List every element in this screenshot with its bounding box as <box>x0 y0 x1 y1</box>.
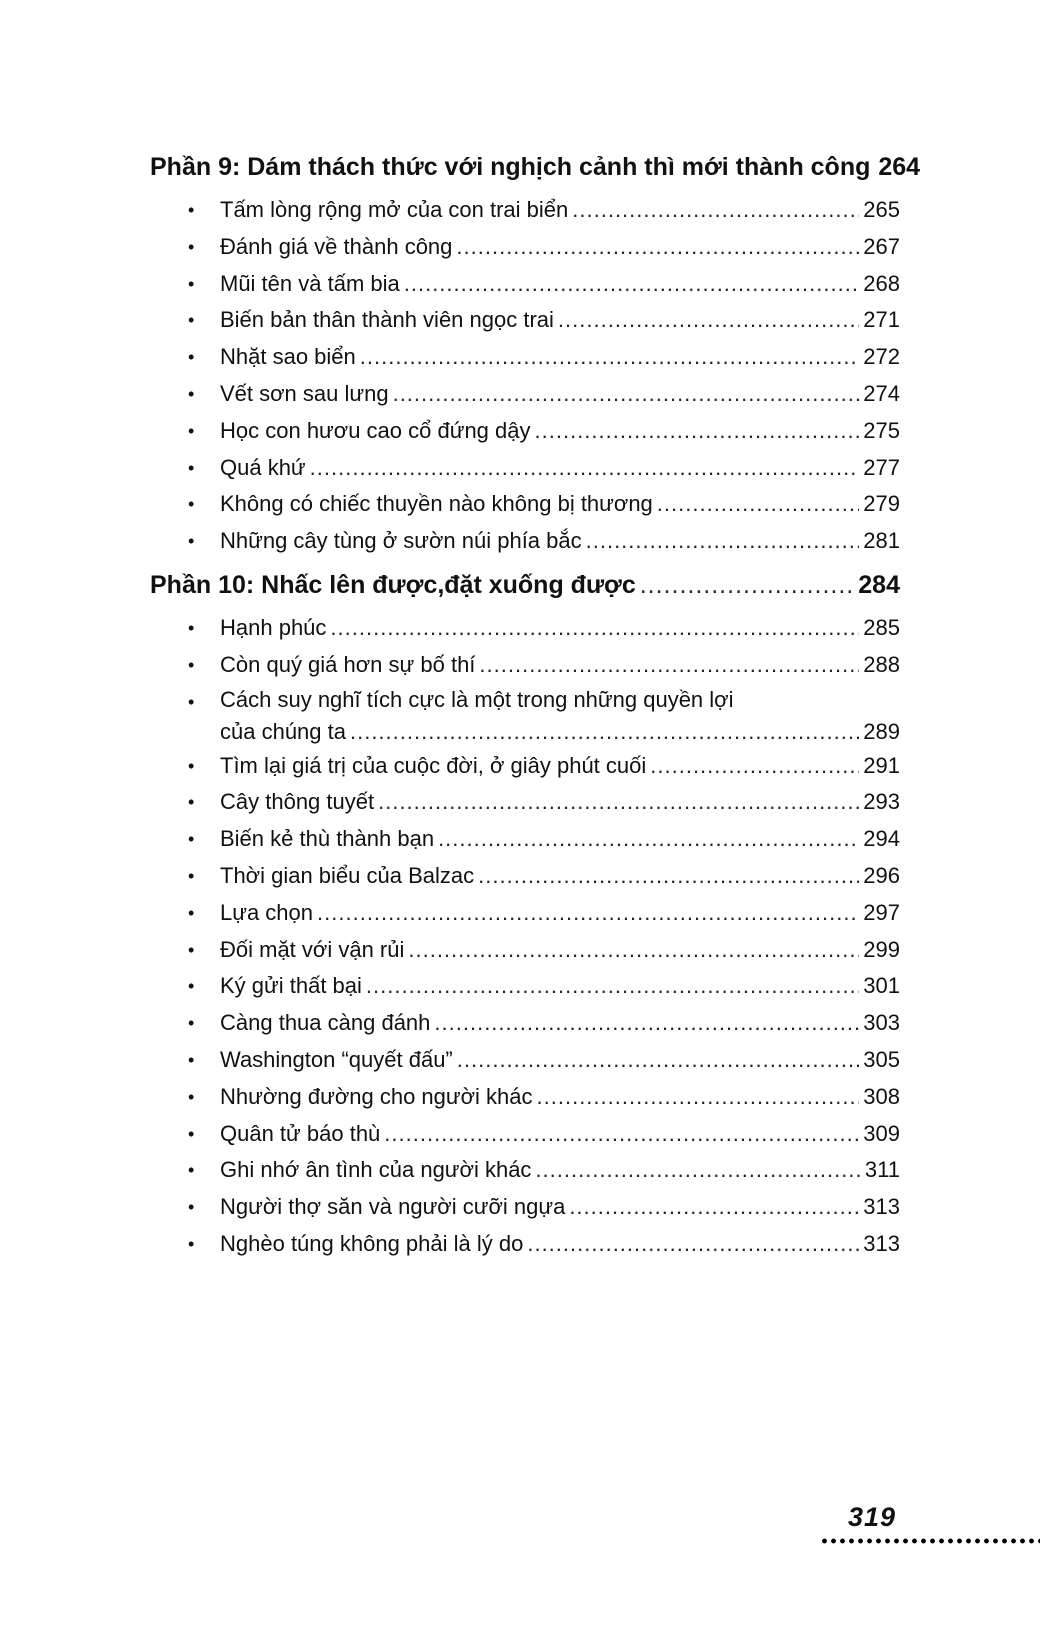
entry-title: Quá khứ <box>220 454 306 480</box>
entry-page: 291 <box>863 752 900 778</box>
entry-page: 296 <box>863 862 900 888</box>
entry-page: 267 <box>863 233 900 259</box>
list-item <box>150 858 900 895</box>
bullet-icon: • <box>188 457 195 478</box>
list-item <box>150 748 900 785</box>
dot-leader <box>434 1005 859 1042</box>
entry-title: Vết sơn sau lưng <box>220 380 389 406</box>
entry-page: 313 <box>863 1194 900 1220</box>
bullet-icon: • <box>188 792 195 813</box>
entry-page: 309 <box>863 1120 900 1146</box>
toc-section-9 <box>150 152 921 560</box>
section-heading <box>150 570 900 600</box>
list-item <box>150 647 900 684</box>
entry-title: Những cây tùng ở sườn núi phía bắc <box>220 528 582 554</box>
list-item <box>150 610 900 647</box>
list-item <box>150 266 900 303</box>
entry-title: Biến kẻ thù thành bạn <box>220 826 435 852</box>
bullet-icon: • <box>188 494 195 515</box>
list-item <box>150 821 900 858</box>
entry-page: 299 <box>863 936 900 962</box>
bullet-icon: • <box>188 347 195 368</box>
dot-leader <box>479 647 859 684</box>
bullet-icon: • <box>188 273 195 294</box>
list-item <box>150 192 900 229</box>
entry-page: 277 <box>863 454 900 480</box>
entry-title: Càng thua càng đánh <box>220 1010 431 1036</box>
dot-leader <box>317 895 859 932</box>
entry-page: 293 <box>863 789 900 815</box>
bullet-icon: • <box>188 1086 195 1107</box>
bullet-icon: • <box>188 654 195 675</box>
entry-page: 271 <box>863 307 900 333</box>
entry-title: Đánh giá về thành công <box>220 233 453 259</box>
list-item <box>150 413 900 450</box>
bullet-icon: • <box>188 200 195 220</box>
entry-title: Lựa chọn <box>220 899 314 925</box>
entry-title: Ký gửi thất bại <box>220 973 362 999</box>
entry-page: 272 <box>863 344 900 370</box>
list-item <box>150 1042 900 1079</box>
entry-list <box>150 192 900 560</box>
list-item <box>150 1116 900 1153</box>
dot-leader <box>408 932 859 969</box>
section-page: 284 <box>858 570 900 599</box>
entry-title: Nghèo túng không phải là lý do <box>220 1230 524 1256</box>
list-item <box>150 450 900 487</box>
entry-title: Nhường đường cho người khác <box>220 1083 533 1109</box>
list-item <box>150 523 900 560</box>
bullet-icon: • <box>188 902 195 923</box>
section-title: Phần 10: Nhấc lên được,đặt xuống được <box>150 570 636 599</box>
bullet-icon: • <box>188 865 195 886</box>
dot-leader <box>384 1116 859 1153</box>
dot-leader <box>393 376 860 413</box>
list-item <box>150 932 900 969</box>
entry-title: Washington “quyết đấu” <box>220 1046 453 1072</box>
bullet-icon: • <box>188 691 195 712</box>
section-heading <box>150 152 921 182</box>
dot-leader <box>572 192 859 229</box>
dot-leader <box>378 784 859 821</box>
list-item <box>150 1189 900 1226</box>
entry-page: 285 <box>863 614 900 640</box>
entry-title: Cây thông tuyết <box>220 789 375 815</box>
dot-leader <box>366 968 859 1005</box>
entry-title: Học con hươu cao cổ đứng dậy <box>220 417 531 443</box>
dot-leader <box>330 610 859 647</box>
entry-title: Không có chiếc thuyền nào không bị thương <box>220 491 653 517</box>
dot-leader <box>310 450 860 487</box>
list-item <box>150 895 900 932</box>
dot-leader <box>457 1042 860 1079</box>
toc-section-10 <box>150 570 900 1263</box>
bullet-icon: • <box>188 617 195 638</box>
bullet-icon: • <box>188 829 195 850</box>
entry-title: Đối mặt với vận rủi <box>220 936 405 962</box>
entry-page: 305 <box>863 1046 900 1072</box>
bullet-icon: • <box>188 236 195 257</box>
list-item <box>150 784 900 821</box>
bullet-icon: • <box>188 755 195 776</box>
list-item <box>150 302 900 339</box>
entry-page: 301 <box>863 973 900 999</box>
entry-page: 303 <box>863 1010 900 1036</box>
dot-leader <box>360 339 860 376</box>
entry-page: 275 <box>863 417 900 443</box>
dot-leader <box>535 1152 860 1189</box>
bullet-icon: • <box>188 1197 195 1218</box>
dot-leader <box>350 716 859 748</box>
decorative-dot-rule <box>820 1536 1040 1546</box>
list-item <box>150 229 900 266</box>
entry-title: Nhặt sao biển <box>220 344 356 370</box>
dot-leader <box>650 748 859 785</box>
list-item <box>150 486 900 523</box>
entry-title: Quân tử báo thù <box>220 1120 381 1146</box>
bullet-icon: • <box>188 1233 195 1254</box>
entry-title: của chúng ta <box>220 718 346 744</box>
entry-page: 311 <box>864 1157 900 1183</box>
entry-title: Tấm lòng rộng mở của con trai biển <box>220 197 569 222</box>
dot-leader <box>537 1079 860 1116</box>
entry-title-line-1: Cách suy nghĩ tích cực là một trong những quyền lợi <box>220 686 734 712</box>
dot-leader <box>438 821 859 858</box>
bullet-icon: • <box>188 1013 195 1034</box>
entry-title: Mũi tên và tấm bia <box>220 270 400 296</box>
entry-page: 274 <box>863 380 900 406</box>
dot-leader <box>478 858 859 895</box>
dot-leader <box>456 229 859 266</box>
dot-leader <box>558 302 859 339</box>
entry-page: 313 <box>863 1230 900 1256</box>
entry-page: 281 <box>863 528 900 554</box>
dot-leader <box>586 523 860 560</box>
bullet-icon: • <box>188 1123 195 1144</box>
entry-page: 288 <box>863 651 900 677</box>
entry-page: 294 <box>863 826 900 852</box>
dot-leader <box>569 1189 859 1226</box>
bullet-icon: • <box>188 420 195 441</box>
list-item <box>150 1005 900 1042</box>
dot-leader <box>527 1226 859 1263</box>
list-item <box>150 339 900 376</box>
entry-page: 279 <box>863 491 900 517</box>
entry-title: Tìm lại giá trị của cuộc đời, ở giây phút cuối <box>220 752 647 778</box>
entry-list <box>150 610 900 1263</box>
list-item <box>150 1226 900 1263</box>
list-item <box>150 1079 900 1116</box>
entry-title: Ghi nhớ ân tình của người khác <box>220 1157 532 1183</box>
bullet-icon: • <box>188 976 195 997</box>
list-item <box>150 684 900 748</box>
entry-page: 268 <box>863 270 900 296</box>
entry-page: 308 <box>863 1083 900 1109</box>
page-number: 319 <box>848 1502 897 1532</box>
entry-title: Biến bản thân thành viên ngọc trai <box>220 307 554 333</box>
section-page: 264 <box>878 153 921 181</box>
section-title: Phần 9: Dám thách thức với nghịch cảnh thì mới thành công <box>150 153 871 181</box>
bullet-icon: • <box>188 383 195 404</box>
dot-leader <box>404 266 860 303</box>
list-item <box>150 968 900 1005</box>
dot-leader <box>535 413 860 450</box>
table-of-contents <box>150 152 921 1263</box>
entry-title: Còn quý giá hơn sự bố thí <box>220 651 476 677</box>
bullet-icon: • <box>188 1160 195 1181</box>
entry-page: 297 <box>863 899 900 925</box>
entry-title: Thời gian biểu của Balzac <box>220 862 475 888</box>
entry-page: 265 <box>863 197 900 222</box>
entry-title: Người thợ săn và người cưỡi ngựa <box>220 1194 566 1220</box>
bullet-icon: • <box>188 1049 195 1070</box>
list-item <box>150 1152 900 1189</box>
bullet-icon: • <box>188 310 195 331</box>
list-item <box>150 376 900 413</box>
entry-page: 289 <box>863 718 900 744</box>
dot-leader <box>657 486 859 523</box>
bullet-icon: • <box>188 939 195 960</box>
dot-leader <box>640 570 855 600</box>
entry-title: Hạnh phúc <box>220 614 327 640</box>
bullet-icon: • <box>188 531 195 552</box>
